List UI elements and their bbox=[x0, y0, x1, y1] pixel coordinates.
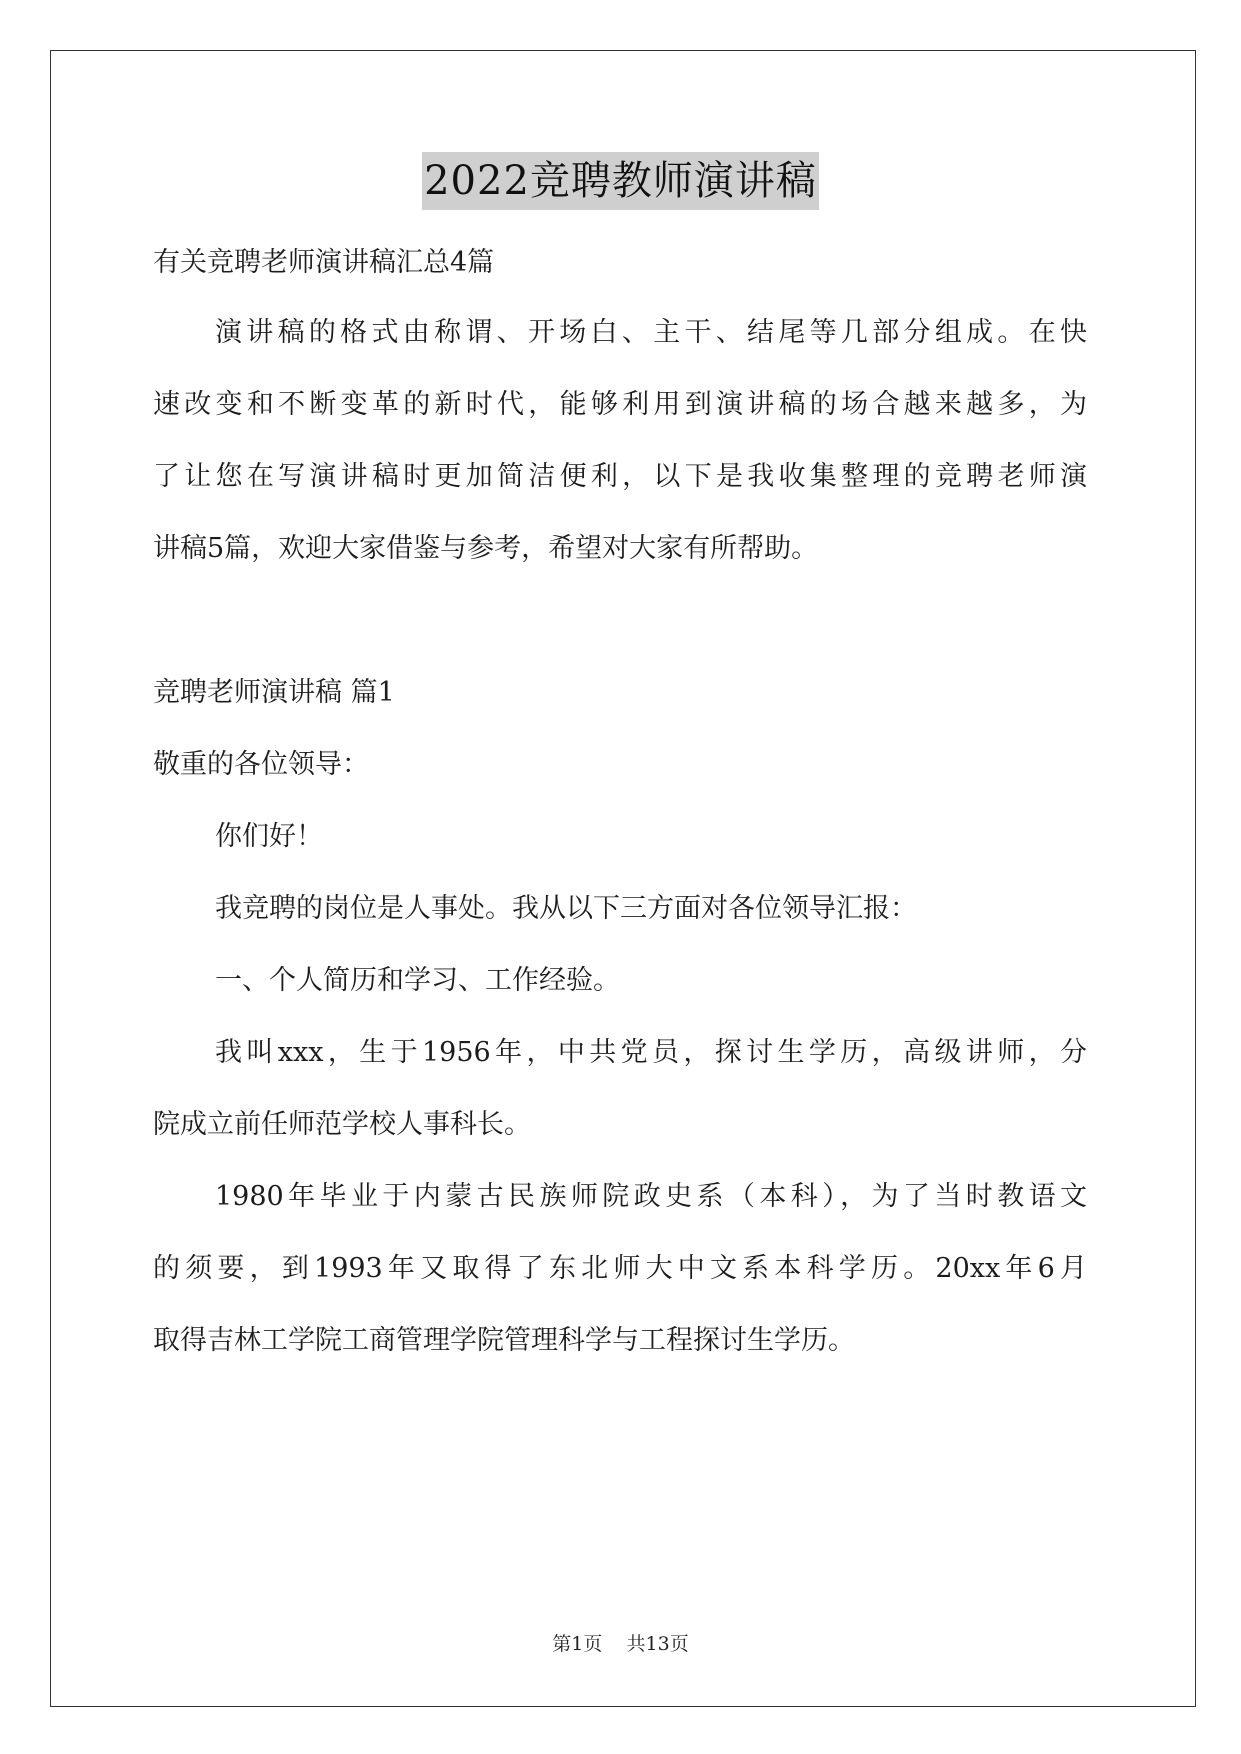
title-container bbox=[0, 152, 1241, 210]
edu-line-2: 的须要，到1993年又取得了东北师大中文系本科学历。20xx年6月 bbox=[153, 1253, 1087, 1284]
salutation: 敬重的各位领导： bbox=[153, 749, 369, 780]
section-heading: 竞聘老师演讲稿 篇1 bbox=[153, 677, 395, 708]
page-total: 共13页 bbox=[626, 1633, 689, 1655]
page-number: 第1页 bbox=[552, 1633, 603, 1655]
intro-line-1: 演讲稿的格式由称谓、开场白、主干、结尾等几部分组成。在快 bbox=[215, 317, 1087, 348]
document-subtitle: 有关竞聘老师演讲稿汇总4篇 bbox=[153, 247, 495, 278]
edu-line-3: 取得吉林工学院工商管理学院管理科学与工程探讨生学历。 bbox=[153, 1325, 855, 1356]
bio-line-2: 院成立前任师范学校人事科长。 bbox=[153, 1109, 531, 1140]
greeting: 你们好！ bbox=[215, 821, 323, 852]
intro-line-2: 速改变和不断变革的新时代，能够利用到演讲稿的场合越来越多，为 bbox=[153, 389, 1087, 420]
point-one: 一、个人简历和学习、工作经验。 bbox=[215, 965, 620, 996]
edu-line-1: 1980年毕业于内蒙古民族师院政史系（本科），为了当时教语文 bbox=[215, 1181, 1087, 1212]
page-footer bbox=[0, 1631, 1241, 1657]
position-line: 我竞聘的岗位是人事处。我从以下三方面对各位领导汇报： bbox=[215, 893, 917, 924]
intro-line-4: 讲稿5篇，欢迎大家借鉴与参考，希望对大家有所帮助。 bbox=[153, 533, 819, 564]
bio-line-1: 我叫xxx，生于1956年，中共党员，探讨生学历，高级讲师，分 bbox=[215, 1037, 1087, 1068]
page-border bbox=[50, 50, 1196, 1707]
document-title: 2022竞聘教师演讲稿 bbox=[422, 152, 819, 210]
intro-line-3: 了让您在写演讲稿时更加简洁便利，以下是我收集整理的竞聘老师演 bbox=[153, 461, 1087, 492]
